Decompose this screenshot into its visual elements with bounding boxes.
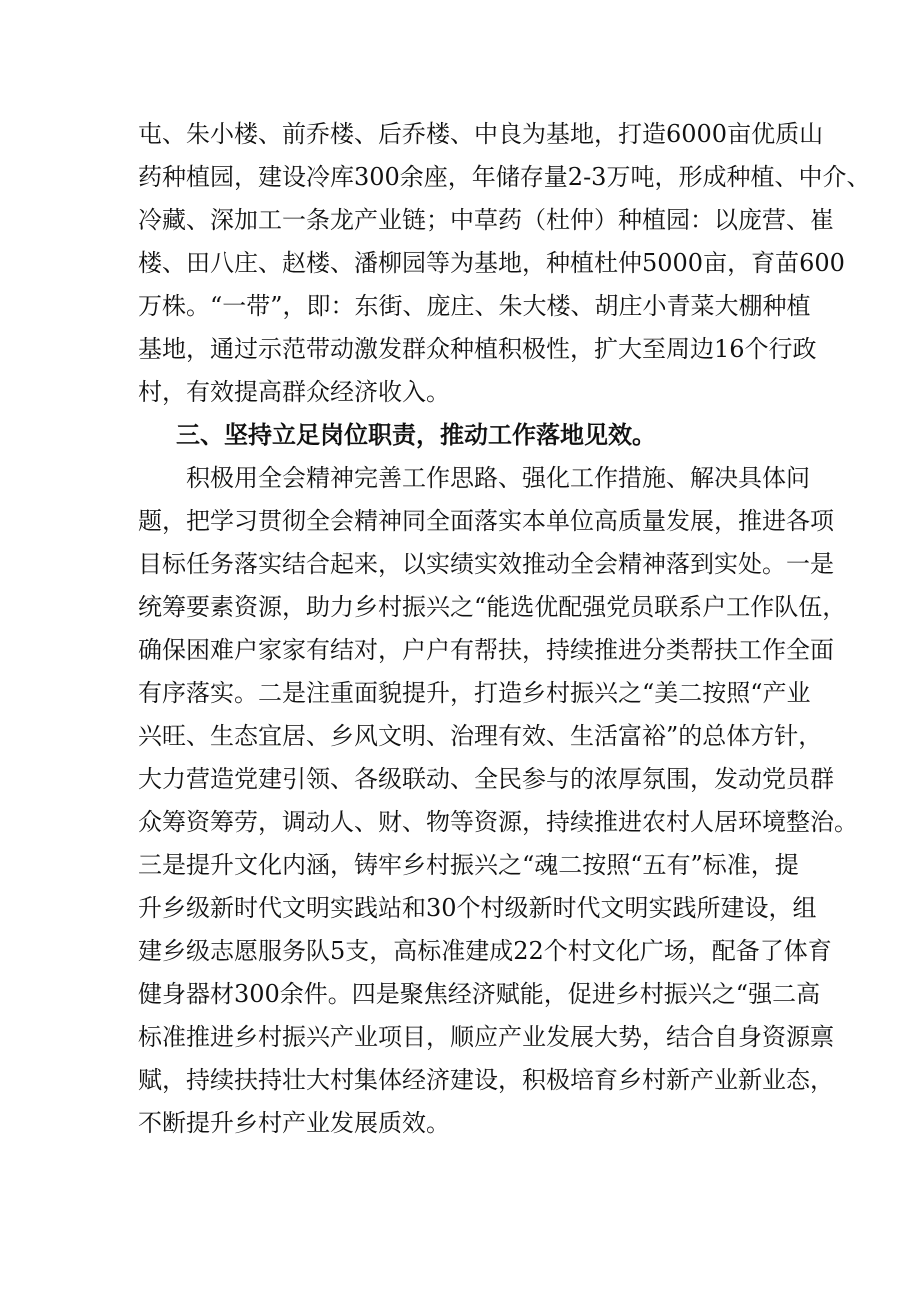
paragraph-line: 三是提升文化内涵，铸牢乡村振兴之“魂二按照“五有”标准，提 xyxy=(138,851,799,879)
paragraph-line: 有序落实。二是注重面貌提升，打造乡村振兴之“美二按照“产业 xyxy=(138,679,811,707)
paragraph-line: 众筹资筹劳，调动人、财、物等资源，持续推进农村人居环境整治。 xyxy=(138,808,858,836)
paragraph-line: 升乡级新时代文明实践站和30个村级新时代文明实践所建设，组 xyxy=(138,894,817,922)
paragraph-line: 不断提升乡村产业发展质效。 xyxy=(138,1109,450,1137)
paragraph-line: 屯、朱小楼、前乔楼、后乔楼、中良为基地，打造6000亩优质山 xyxy=(138,120,824,148)
paragraph-line: 村，有效提高群众经济收入。 xyxy=(138,378,450,406)
paragraph-line: 万株。“一带”，即：东街、庞庄、朱大楼、胡庄小青菜大棚种植 xyxy=(138,292,811,320)
paragraph-line: 标准推进乡村振兴产业项目，顺应产业发展大势，结合自身资源禀 xyxy=(138,1023,834,1051)
paragraph-line: 积极用全会精神完善工作思路、强化工作措施、解决具体问 xyxy=(186,464,810,492)
paragraph-line: 楼、田八庄、赵楼、潘柳园等为基地，种植杜仲5000亩，育苗600 xyxy=(138,249,845,277)
section-heading: 三、坚持立足岗位职责，推动工作落地见效。 xyxy=(176,421,656,449)
paragraph-line: 基地，通过示范带动激发群众种植积极性，扩大至周边16个行政 xyxy=(138,335,817,363)
paragraph-line: 兴旺、生态宜居、乡风文明、治理有效、生活富裕”的总体方针， xyxy=(138,722,823,750)
paragraph-line: 冷藏、深加工一条龙产业链；中草药（杜仲）种植园：以庞营、崔 xyxy=(138,206,834,234)
paragraph-line: 题，把学习贯彻全会精神同全面落实本单位高质量发展，推进各项 xyxy=(138,507,834,535)
paragraph-line: 确保困难户家家有结对，户户有帮扶，持续推进分类帮扶工作全面 xyxy=(138,636,834,664)
paragraph-line: 赋，持续扶持壮大村集体经济建设，积极培育乡村新产业新业态， xyxy=(138,1066,834,1094)
paragraph-line: 统筹要素资源，助力乡村振兴之“能选优配强党员联系户工作队伍， xyxy=(138,593,847,621)
paragraph-line: 健身器材300余件。四是聚焦经济赋能，促进乡村振兴之“强二高 xyxy=(138,980,821,1008)
paragraph-line: 目标任务落实结合起来，以实绩实效推动全会精神落到实处。一是 xyxy=(138,550,834,578)
paragraph-line: 大力营造党建引领、各级联动、全民参与的浓厚氛围，发动党员群 xyxy=(138,765,834,793)
paragraph-line: 建乡级志愿服务队5支，高标准建成22个村文化广场，配备了体育 xyxy=(138,937,832,965)
paragraph-line: 药种植园，建设冷库300余座，年储存量2-3万吨，形成种植、中介、 xyxy=(138,163,871,191)
